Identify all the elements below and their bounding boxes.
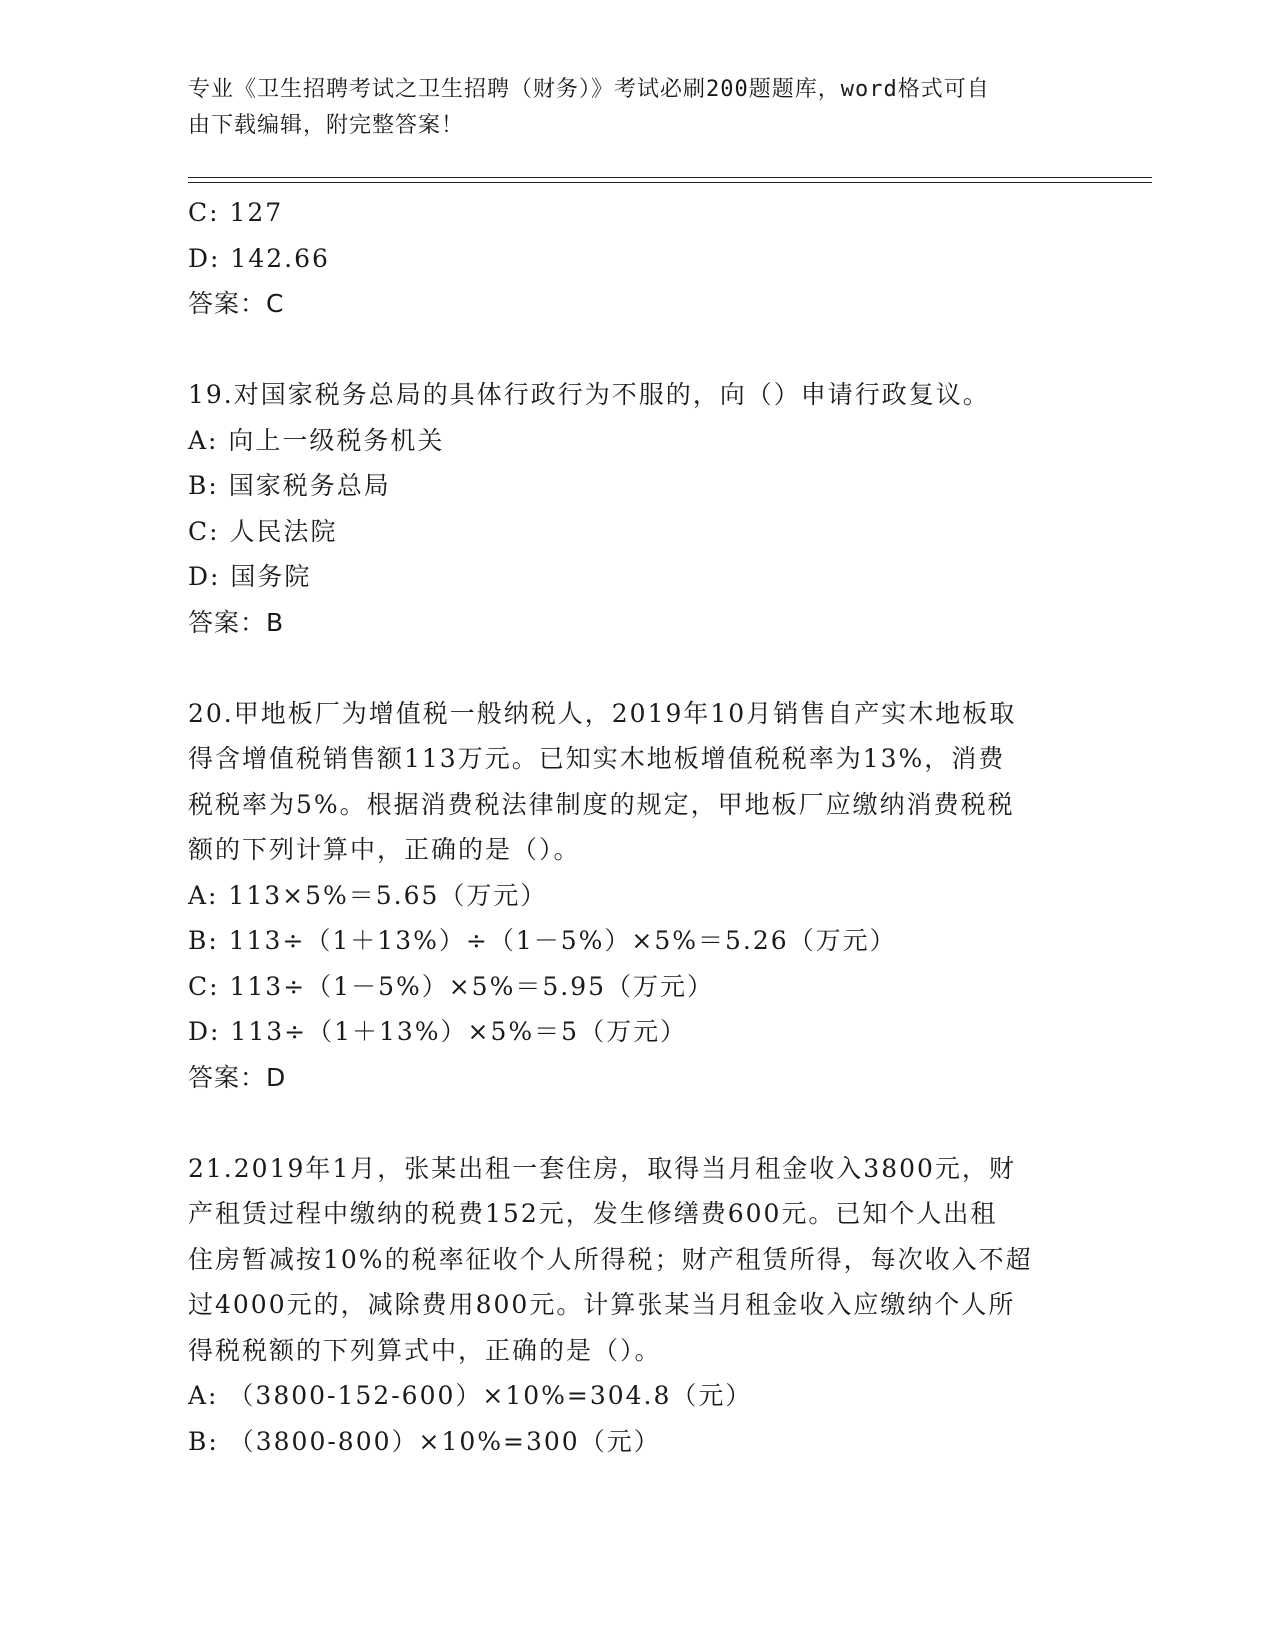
- previous-question-tail: [188, 190, 1088, 327]
- option-b: B: （3800-800）×10%=300（元）: [188, 1426, 661, 1456]
- option-d: D: 113÷（1＋13%）×5%＝5（万元）: [188, 1017, 688, 1046]
- header-line-1: 专业《卫生招聘考试之卫生招聘（财务）》考试必刷200题题库，word格式可自: [188, 77, 990, 102]
- stem-line: 住房暂减按10%的税率征收个人所得税；财产租赁所得，每次收入不超: [188, 1244, 1033, 1274]
- document-header: [188, 72, 1068, 144]
- option-c: C: 113÷（1－5%）×5%＝5.95（万元）: [188, 971, 715, 1001]
- question-stem: [188, 1146, 1088, 1374]
- option-a: A: （3800-152-600）×10%=304.8（元）: [188, 1381, 753, 1410]
- question-20: [188, 691, 1088, 1101]
- stem-line: 产租赁过程中缴纳的税费152元，发生修缮费600元。已知个人出租: [188, 1199, 998, 1228]
- answer-line: 答案：C: [188, 289, 285, 318]
- answer-line: 答案：B: [188, 607, 285, 637]
- stem-line: 19.对国家税务总局的具体行政行为不服的，向（）申请行政复议。: [188, 380, 990, 409]
- option-d: D: 国务院: [188, 562, 312, 591]
- question-19: [188, 372, 1088, 645]
- question-content: [188, 190, 1088, 1464]
- header-line-2: 由下载编辑，附完整答案！: [188, 113, 465, 138]
- stem-line: 21.2019年1月，张某出租一套住房，取得当月租金收入3800元，财: [188, 1153, 1016, 1183]
- option-b: B: 113÷（1＋13%）÷（1－5%）×5%＝5.26（万元）: [188, 926, 897, 955]
- spacer: [188, 1100, 1088, 1146]
- option-a: A: 向上一级税务机关: [188, 425, 445, 455]
- spacer: [188, 645, 1088, 691]
- option-d: D: 142.66: [188, 243, 330, 273]
- question-21: [188, 1146, 1088, 1465]
- option-a: A: 113×5%＝5.65（万元）: [188, 880, 548, 910]
- option-c: C: 人民法院: [188, 516, 338, 546]
- stem-line: 得税税额的下列算式中，正确的是（）。: [188, 1335, 662, 1365]
- answer-line: 答案：D: [188, 1062, 287, 1092]
- question-stem: [188, 691, 1088, 873]
- header-divider-top: [188, 177, 1152, 178]
- option-c: C: 127: [188, 198, 284, 227]
- stem-line: 税税率为5%。根据消费税法律制度的规定，甲地板厂应缴纳消费税税: [188, 789, 1015, 819]
- header-divider-bottom: [188, 182, 1152, 183]
- stem-line: 20.甲地板厂为增值税一般纳税人，2019年10月销售自产实木地板取: [188, 698, 1017, 728]
- stem-line: 额的下列计算中，正确的是（）。: [188, 835, 581, 864]
- question-stem: [188, 372, 1088, 418]
- spacer: [188, 327, 1088, 373]
- stem-line: 过4000元的，减除费用800元。计算张某当月租金收入应缴纳个人所: [188, 1290, 1016, 1319]
- stem-line: 得含增值税销售额113万元。已知实木地板增值税税率为13%，消费: [188, 744, 1006, 773]
- option-b: B: 国家税务总局: [188, 471, 391, 500]
